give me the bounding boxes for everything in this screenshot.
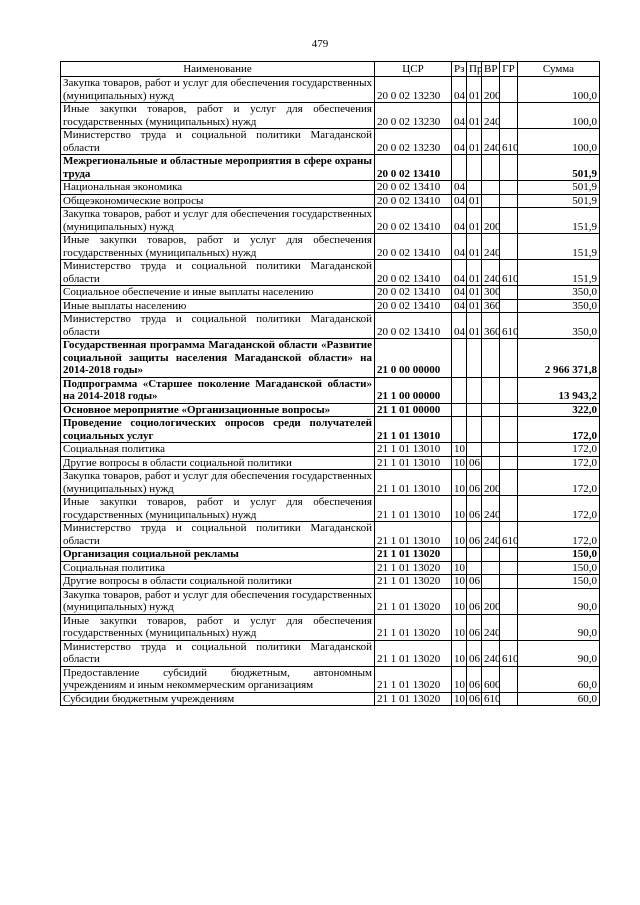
cell-pr: 06 <box>467 640 482 666</box>
cell-rz: 10 <box>452 692 467 706</box>
cell-csr: 21 1 01 13020 <box>375 666 452 692</box>
cell-pr: 06 <box>467 588 482 614</box>
cell-name: Социальная политика <box>61 443 375 457</box>
cell-rz: 04 <box>452 260 467 286</box>
cell-gr <box>500 561 518 575</box>
table-body <box>61 77 600 706</box>
cell-vr <box>482 456 500 470</box>
cell-vr: 200 <box>482 77 500 103</box>
cell-name: Закупка товаров, работ и услуг для обеспечения государственных (муниципальных) нужд <box>61 208 375 234</box>
cell-rz: 04 <box>452 129 467 155</box>
cell-name: Закупка товаров, работ и услуг для обеспечения государственных (муниципальных) нужд <box>61 470 375 496</box>
cell-sum: 501,9 <box>518 194 600 208</box>
cell-gr <box>500 339 518 378</box>
cell-rz: 04 <box>452 181 467 195</box>
cell-vr: 240 <box>482 496 500 522</box>
cell-csr: 20 0 02 13410 <box>375 234 452 260</box>
cell-sum: 100,0 <box>518 129 600 155</box>
cell-sum: 13 943,2 <box>518 377 600 403</box>
cell-sum: 60,0 <box>518 666 600 692</box>
table-row <box>61 614 600 640</box>
cell-vr: 240 <box>482 522 500 548</box>
cell-sum: 172,0 <box>518 470 600 496</box>
cell-pr: 01 <box>467 286 482 300</box>
column-header-name: Наименование <box>61 62 375 77</box>
cell-name: Иные закупки товаров, работ и услуг для обеспечения государственных (муниципальных) нужд <box>61 614 375 640</box>
table-row <box>61 260 600 286</box>
table-row <box>61 339 600 378</box>
cell-gr <box>500 194 518 208</box>
cell-rz: 04 <box>452 299 467 313</box>
cell-name: Закупка товаров, работ и услуг для обеспечения государственных (муниципальных) нужд <box>61 588 375 614</box>
cell-pr <box>467 443 482 457</box>
cell-sum: 90,0 <box>518 614 600 640</box>
cell-pr <box>467 403 482 417</box>
table-row <box>61 208 600 234</box>
cell-sum: 151,9 <box>518 234 600 260</box>
cell-gr <box>500 208 518 234</box>
cell-pr: 01 <box>467 208 482 234</box>
cell-name: Общеэкономические вопросы <box>61 194 375 208</box>
cell-gr <box>500 155 518 181</box>
cell-vr: 240 <box>482 103 500 129</box>
cell-csr: 21 1 01 13010 <box>375 496 452 522</box>
cell-sum: 100,0 <box>518 103 600 129</box>
table-row <box>61 496 600 522</box>
cell-csr: 21 1 01 13020 <box>375 614 452 640</box>
cell-name: Иные выплаты населению <box>61 299 375 313</box>
cell-name: Министерство труда и социальной политики Магаданской области <box>61 313 375 339</box>
cell-sum: 151,9 <box>518 260 600 286</box>
cell-rz <box>452 548 467 562</box>
table-row <box>61 155 600 181</box>
column-header-pr: Пр <box>467 62 482 77</box>
cell-pr: 01 <box>467 313 482 339</box>
cell-gr <box>500 614 518 640</box>
cell-pr <box>467 548 482 562</box>
cell-rz <box>452 155 467 181</box>
table-row <box>61 403 600 417</box>
table-row <box>61 588 600 614</box>
cell-csr: 21 1 01 13010 <box>375 522 452 548</box>
cell-name: Социальная политика <box>61 561 375 575</box>
cell-vr: 610 <box>482 692 500 706</box>
cell-gr: 610 <box>500 260 518 286</box>
cell-csr: 21 1 00 00000 <box>375 377 452 403</box>
cell-rz: 04 <box>452 286 467 300</box>
table-row <box>61 286 600 300</box>
cell-pr: 06 <box>467 456 482 470</box>
cell-csr: 20 0 02 13410 <box>375 313 452 339</box>
cell-csr: 21 1 01 13010 <box>375 443 452 457</box>
table-row <box>61 77 600 103</box>
table-row <box>61 129 600 155</box>
cell-vr <box>482 155 500 181</box>
cell-csr: 21 1 01 13010 <box>375 470 452 496</box>
cell-pr <box>467 377 482 403</box>
cell-csr: 21 1 01 13020 <box>375 548 452 562</box>
cell-sum: 350,0 <box>518 313 600 339</box>
cell-sum: 100,0 <box>518 77 600 103</box>
cell-gr <box>500 181 518 195</box>
cell-name: Предоставление субсидий бюджетным, автономным учреждениям и иным некоммерческим организациям <box>61 666 375 692</box>
cell-sum: 172,0 <box>518 443 600 457</box>
cell-pr <box>467 155 482 181</box>
table-row <box>61 470 600 496</box>
cell-name: Иные закупки товаров, работ и услуг для обеспечения государственных (муниципальных) нужд <box>61 103 375 129</box>
cell-rz: 10 <box>452 588 467 614</box>
cell-sum: 172,0 <box>518 522 600 548</box>
cell-pr: 01 <box>467 299 482 313</box>
cell-csr: 20 0 02 13410 <box>375 286 452 300</box>
column-header-gr: ГР <box>500 62 518 77</box>
cell-rz: 10 <box>452 640 467 666</box>
cell-pr: 06 <box>467 666 482 692</box>
cell-csr: 20 0 02 13410 <box>375 208 452 234</box>
cell-name: Закупка товаров, работ и услуг для обеспечения государственных (муниципальных) нужд <box>61 77 375 103</box>
cell-vr: 240 <box>482 129 500 155</box>
cell-gr: 610 <box>500 313 518 339</box>
cell-csr: 21 1 01 00000 <box>375 403 452 417</box>
cell-sum: 501,9 <box>518 155 600 181</box>
table-row <box>61 377 600 403</box>
cell-sum: 150,0 <box>518 548 600 562</box>
cell-gr <box>500 234 518 260</box>
cell-name: Министерство труда и социальной политики Магаданской области <box>61 260 375 286</box>
cell-gr <box>500 286 518 300</box>
cell-csr: 20 0 02 13410 <box>375 155 452 181</box>
cell-csr: 21 1 01 13010 <box>375 417 452 443</box>
table-row <box>61 666 600 692</box>
cell-rz <box>452 417 467 443</box>
cell-pr: 06 <box>467 470 482 496</box>
cell-gr <box>500 103 518 129</box>
cell-rz: 10 <box>452 470 467 496</box>
cell-name: Основное мероприятие «Организационные вопросы» <box>61 403 375 417</box>
cell-rz: 10 <box>452 575 467 589</box>
table-row <box>61 575 600 589</box>
cell-sum: 322,0 <box>518 403 600 417</box>
cell-vr: 600 <box>482 666 500 692</box>
cell-gr <box>500 575 518 589</box>
cell-name: Министерство труда и социальной политики Магаданской области <box>61 129 375 155</box>
cell-rz <box>452 377 467 403</box>
cell-name: Иные закупки товаров, работ и услуг для обеспечения государственных (муниципальных) нужд <box>61 496 375 522</box>
table-row <box>61 299 600 313</box>
cell-pr <box>467 181 482 195</box>
table-row <box>61 561 600 575</box>
cell-pr: 01 <box>467 103 482 129</box>
cell-pr: 06 <box>467 614 482 640</box>
cell-sum: 90,0 <box>518 588 600 614</box>
cell-sum: 60,0 <box>518 692 600 706</box>
cell-csr: 20 0 02 13410 <box>375 260 452 286</box>
cell-sum: 2 966 371,8 <box>518 339 600 378</box>
cell-rz: 04 <box>452 234 467 260</box>
cell-gr <box>500 548 518 562</box>
cell-vr <box>482 181 500 195</box>
cell-vr: 200 <box>482 208 500 234</box>
cell-name: Национальная экономика <box>61 181 375 195</box>
cell-rz <box>452 403 467 417</box>
cell-gr <box>500 496 518 522</box>
table-row <box>61 313 600 339</box>
cell-gr <box>500 470 518 496</box>
cell-rz: 10 <box>452 522 467 548</box>
cell-vr: 300 <box>482 286 500 300</box>
cell-gr <box>500 588 518 614</box>
cell-rz: 04 <box>452 313 467 339</box>
table-row <box>61 548 600 562</box>
cell-vr: 240 <box>482 234 500 260</box>
cell-csr: 20 0 02 13410 <box>375 181 452 195</box>
table-row <box>61 194 600 208</box>
cell-gr <box>500 417 518 443</box>
cell-vr <box>482 403 500 417</box>
page-number: 479 <box>311 38 329 50</box>
cell-rz: 10 <box>452 443 467 457</box>
cell-csr: 21 1 01 13010 <box>375 456 452 470</box>
table-row <box>61 181 600 195</box>
cell-vr <box>482 575 500 589</box>
cell-vr: 240 <box>482 614 500 640</box>
cell-name: Проведение социологических опросов среди получателей социальных услуг <box>61 417 375 443</box>
cell-name: Межрегиональные и областные мероприятия в сфере охраны труда <box>61 155 375 181</box>
cell-pr: 01 <box>467 194 482 208</box>
column-header-rz: Рз <box>452 62 467 77</box>
cell-csr: 20 0 02 13230 <box>375 77 452 103</box>
table-row <box>61 692 600 706</box>
cell-gr <box>500 666 518 692</box>
cell-gr <box>500 403 518 417</box>
cell-sum: 350,0 <box>518 286 600 300</box>
cell-vr <box>482 339 500 378</box>
cell-sum: 350,0 <box>518 299 600 313</box>
cell-csr: 20 0 02 13230 <box>375 103 452 129</box>
cell-vr <box>482 561 500 575</box>
cell-name: Министерство труда и социальной политики Магаданской области <box>61 522 375 548</box>
table-row <box>61 103 600 129</box>
column-header-csr: ЦСР <box>375 62 452 77</box>
table-header-row <box>61 62 600 77</box>
cell-sum: 90,0 <box>518 640 600 666</box>
column-header-vr: ВР <box>482 62 500 77</box>
cell-gr <box>500 77 518 103</box>
cell-csr: 21 1 01 13020 <box>375 575 452 589</box>
cell-sum: 150,0 <box>518 575 600 589</box>
cell-rz: 04 <box>452 77 467 103</box>
cell-csr: 21 1 01 13020 <box>375 640 452 666</box>
cell-sum: 150,0 <box>518 561 600 575</box>
cell-csr: 20 0 02 13410 <box>375 299 452 313</box>
cell-vr <box>482 548 500 562</box>
cell-name: Другие вопросы в области социальной политики <box>61 575 375 589</box>
cell-rz: 10 <box>452 561 467 575</box>
cell-pr <box>467 339 482 378</box>
cell-rz: 04 <box>452 103 467 129</box>
cell-csr: 20 0 02 13410 <box>375 194 452 208</box>
cell-vr: 240 <box>482 640 500 666</box>
cell-rz <box>452 339 467 378</box>
cell-pr: 06 <box>467 692 482 706</box>
cell-gr <box>500 692 518 706</box>
cell-vr: 360 <box>482 313 500 339</box>
cell-sum: 501,9 <box>518 181 600 195</box>
cell-name: Социальное обеспечение и иные выплаты населению <box>61 286 375 300</box>
cell-csr: 21 1 01 13020 <box>375 561 452 575</box>
cell-pr: 06 <box>467 575 482 589</box>
cell-gr: 610 <box>500 640 518 666</box>
cell-sum: 172,0 <box>518 496 600 522</box>
cell-pr: 01 <box>467 77 482 103</box>
table-row <box>61 522 600 548</box>
table-row <box>61 640 600 666</box>
cell-csr: 20 0 02 13230 <box>375 129 452 155</box>
cell-sum: 172,0 <box>518 417 600 443</box>
cell-gr <box>500 377 518 403</box>
cell-rz: 10 <box>452 496 467 522</box>
cell-vr <box>482 417 500 443</box>
cell-sum: 172,0 <box>518 456 600 470</box>
cell-rz: 10 <box>452 666 467 692</box>
cell-csr: 21 1 01 13020 <box>375 692 452 706</box>
cell-csr: 21 1 01 13020 <box>375 588 452 614</box>
cell-name: Иные закупки товаров, работ и услуг для обеспечения государственных (муниципальных) нужд <box>61 234 375 260</box>
cell-gr <box>500 443 518 457</box>
cell-rz: 04 <box>452 208 467 234</box>
cell-name: Подпрограмма «Старшее поколение Магаданской области» на 2014-2018 годы» <box>61 377 375 403</box>
cell-name: Государственная программа Магаданской области «Развитие социальной защиты населения Магаданской области» на 2014-2018 годы» <box>61 339 375 378</box>
cell-pr <box>467 561 482 575</box>
cell-gr: 610 <box>500 522 518 548</box>
cell-pr <box>467 417 482 443</box>
cell-gr <box>500 299 518 313</box>
cell-pr: 06 <box>467 522 482 548</box>
cell-pr: 01 <box>467 260 482 286</box>
table-row <box>61 456 600 470</box>
cell-sum: 151,9 <box>518 208 600 234</box>
table-row <box>61 417 600 443</box>
cell-vr <box>482 377 500 403</box>
budget-table <box>60 61 600 706</box>
cell-gr: 610 <box>500 129 518 155</box>
cell-pr: 01 <box>467 234 482 260</box>
cell-vr <box>482 194 500 208</box>
table-row <box>61 234 600 260</box>
cell-name: Организация социальной рекламы <box>61 548 375 562</box>
cell-vr: 240 <box>482 260 500 286</box>
cell-name: Министерство труда и социальной политики Магаданской области <box>61 640 375 666</box>
cell-name: Другие вопросы в области социальной политики <box>61 456 375 470</box>
cell-pr: 01 <box>467 129 482 155</box>
cell-rz: 04 <box>452 194 467 208</box>
cell-gr <box>500 456 518 470</box>
cell-csr: 21 0 00 00000 <box>375 339 452 378</box>
cell-vr: 200 <box>482 588 500 614</box>
cell-pr: 06 <box>467 496 482 522</box>
cell-rz: 10 <box>452 614 467 640</box>
cell-vr <box>482 443 500 457</box>
cell-vr: 200 <box>482 470 500 496</box>
cell-rz: 10 <box>452 456 467 470</box>
cell-name: Субсидии бюджетным учреждениям <box>61 692 375 706</box>
table-row <box>61 443 600 457</box>
column-header-sum: Сумма <box>518 62 600 77</box>
cell-vr: 360 <box>482 299 500 313</box>
